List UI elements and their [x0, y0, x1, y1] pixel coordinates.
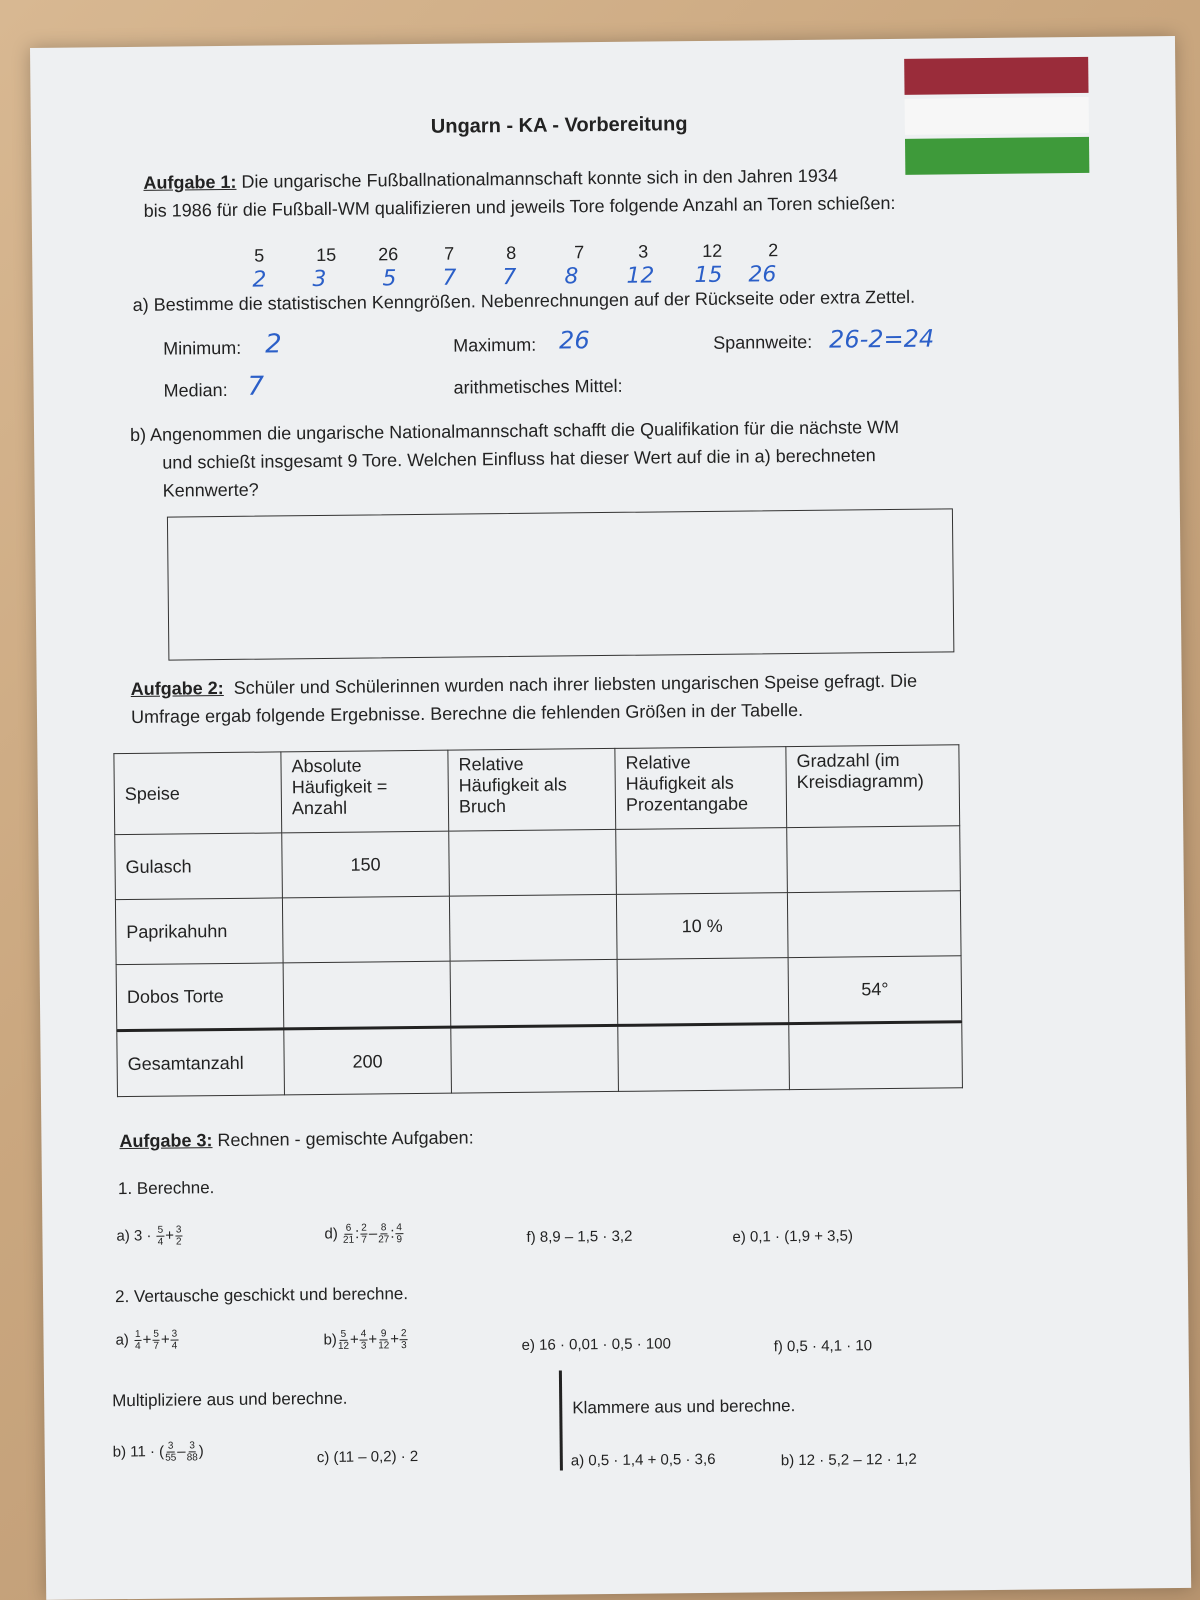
table-cell[interactable]: 200: [284, 1027, 452, 1095]
sec1-item-a: a) 3 · $\frac{5}{4}$ + $\frac{3}{2}$: [116, 1224, 182, 1248]
table-cell[interactable]: [617, 958, 789, 1026]
sec2-item-b: b) $\frac{5}{12}$ + $\frac{4}{3}$ + $\frac{9}{12}$ + $\frac{2}{3}$: [323, 1328, 407, 1352]
flag-stripe-white: [905, 97, 1089, 135]
table-cell: Gesamtanzahl: [117, 1029, 285, 1097]
table-row: [117, 1022, 963, 1097]
table-cell: Gulasch: [115, 833, 283, 900]
task3-line1: [119, 1127, 473, 1152]
range-label: Spannweite:: [713, 331, 813, 353]
worksheet-paper: [30, 36, 1191, 1600]
minimum-label: Minimum:: [163, 337, 242, 359]
sec3-item-b: b) 11 · ( $\frac{3}{55}$ – $\frac{3}{88}$ ): [112, 1440, 204, 1464]
task1-label: Aufgabe 1:: [143, 171, 237, 193]
answer-box[interactable]: [167, 508, 954, 660]
sec2-item-a: a) $\frac{1}{4}$ + $\frac{5}{7}$ + $\frac{3}{4}$: [115, 1328, 178, 1352]
sec2-item-f: f) 0,5 · 4,1 · 10: [773, 1337, 873, 1356]
task1-b-text2: und schießt insgesamt 9 Tore. Welchen Einfluss hat dieser Wert auf die in a) berechneten: [162, 445, 876, 473]
header-cell: Speise: [114, 752, 282, 835]
table-row: [115, 826, 961, 900]
sorted-value: 7: [502, 264, 517, 291]
task2-text2: Umfrage ergab folgende Ergebnisse. Berechne die fehlenden Größen in der Tabelle.: [130, 699, 804, 727]
sorted-value: 3: [312, 266, 327, 293]
frequency-table: [113, 744, 963, 1097]
maximum-value: 26: [558, 326, 590, 355]
value-item: 5: [254, 245, 265, 266]
flag-stripe-green: [905, 137, 1089, 175]
task2-text1: Schüler und Schülerinnen wurden nach ihrer liebsten ungarischen Speise gefragt. Die: [233, 670, 918, 698]
task1-b-text3: Kennwerte?: [162, 479, 259, 501]
sec1-item-d: d) $\frac{6}{21}$ : $\frac{2}{7}$ – $\frac{8}{27}$ : $\frac{4}{9}$: [324, 1222, 403, 1246]
header-cell: Relative Häufigkeit als Prozentangabe: [615, 747, 787, 830]
table-cell[interactable]: 54°: [788, 956, 962, 1024]
table-cell[interactable]: [282, 896, 450, 963]
table-row: [116, 956, 962, 1031]
value-item: 8: [506, 242, 517, 264]
table-cell[interactable]: 10 %: [616, 893, 788, 960]
mean-label: arithmetisches Mittel:: [453, 375, 623, 398]
header-cell: Gradzahl (im Kreisdiagramm): [786, 745, 960, 828]
sorted-value: 26: [748, 262, 777, 288]
value-item: 2: [768, 240, 779, 261]
value-item: 26: [378, 244, 399, 265]
task2-label: Aufgabe 2:: [130, 678, 224, 699]
task1-b-text1: b) Angenommen die ungarische Nationalmannschaft schafft die Qualifikation für die nächste WM: [129, 416, 900, 445]
table-cell[interactable]: [283, 961, 451, 1029]
table-cell: Dobos Torte: [116, 963, 284, 1031]
table-cell[interactable]: [449, 829, 617, 896]
flag-stripe-red: [904, 57, 1088, 95]
table-cell[interactable]: [449, 894, 617, 961]
task1-a-text: a) Bestimme die statistischen Kenngrößen. Nebenrechnungen auf der Rückseite oder extra Zettel.: [132, 286, 916, 315]
sec3-item-c: c) (11 – 0,2) · 2: [316, 1448, 419, 1467]
sorted-value: 15: [694, 262, 723, 289]
table-cell[interactable]: 150: [282, 831, 450, 898]
sec4-item-a: a) 0,5 · 1,4 + 0,5 · 3,6: [570, 1450, 716, 1470]
hungary-flag: [904, 57, 1089, 185]
minimum-value: 2: [264, 329, 282, 360]
sec4-title: Klammere aus und berechne.: [572, 1396, 796, 1418]
value-item: 7: [444, 243, 455, 264]
sec4-item-b: b) 12 · 5,2 – 12 · 1,2: [780, 1450, 917, 1470]
value-item: 15: [316, 244, 337, 266]
task1-text2: bis 1986 für die Fußball-WM qualifizieren und jeweils Tore folgende Anzahl an Toren schießen:: [143, 192, 896, 221]
table-cell[interactable]: [787, 891, 961, 958]
header-cell: Absolute Häufigkeit = Anzahl: [281, 750, 449, 833]
table-cell[interactable]: [789, 1022, 963, 1090]
sec1-item-f: f) 8,9 – 1,5 · 3,2: [526, 1227, 633, 1246]
table-cell[interactable]: [616, 828, 788, 895]
maximum-label: Maximum:: [453, 334, 537, 356]
sec3-title: Multipliziere aus und berechne.: [112, 1388, 348, 1411]
sec1-item-e: e) 0,1 · (1,9 + 3,5): [732, 1227, 854, 1246]
header-cell: Relative Häufigkeit als Bruch: [448, 748, 616, 831]
sorted-value: 8: [564, 264, 579, 290]
sec2-title: 2. Vertausche geschickt und berechne.: [114, 1284, 409, 1307]
range-value: 26-2=24: [828, 324, 935, 354]
table-cell[interactable]: [451, 1025, 619, 1093]
page-title: Ungarn - KA - Vorbereitung: [430, 113, 688, 138]
table-cell[interactable]: [618, 1024, 790, 1092]
sorted-value: 12: [626, 263, 655, 289]
task2-line1: [131, 671, 918, 700]
divider-line: [559, 1371, 563, 1471]
table-header-row: [114, 745, 960, 835]
table-cell[interactable]: [450, 959, 618, 1027]
table-cell: Paprikahuhn: [115, 898, 283, 965]
median-label: Median:: [163, 379, 228, 401]
task1-line1: [143, 166, 838, 194]
table-row: [115, 891, 961, 965]
sorted-value: 2: [252, 267, 267, 293]
sec2-item-e: e) 16 · 0,01 · 0,5 · 100: [521, 1335, 671, 1354]
sec1-title: 1. Berechne.: [117, 1178, 215, 1199]
table-cell[interactable]: [787, 826, 961, 893]
task1-text1: Die ungarische Fußballnationalmannschaft konnte sich in den Jahren 1934: [241, 165, 838, 192]
value-item: 7: [574, 242, 585, 263]
median-value: 7: [247, 371, 265, 402]
task3-label: Aufgabe 3:: [119, 1130, 213, 1152]
task3-title: Rechnen - gemischte Aufgaben:: [217, 1127, 474, 1151]
value-item: 3: [638, 241, 649, 262]
sorted-value: 7: [442, 265, 457, 291]
value-item: 12: [702, 240, 723, 261]
sorted-value: 5: [382, 266, 397, 292]
